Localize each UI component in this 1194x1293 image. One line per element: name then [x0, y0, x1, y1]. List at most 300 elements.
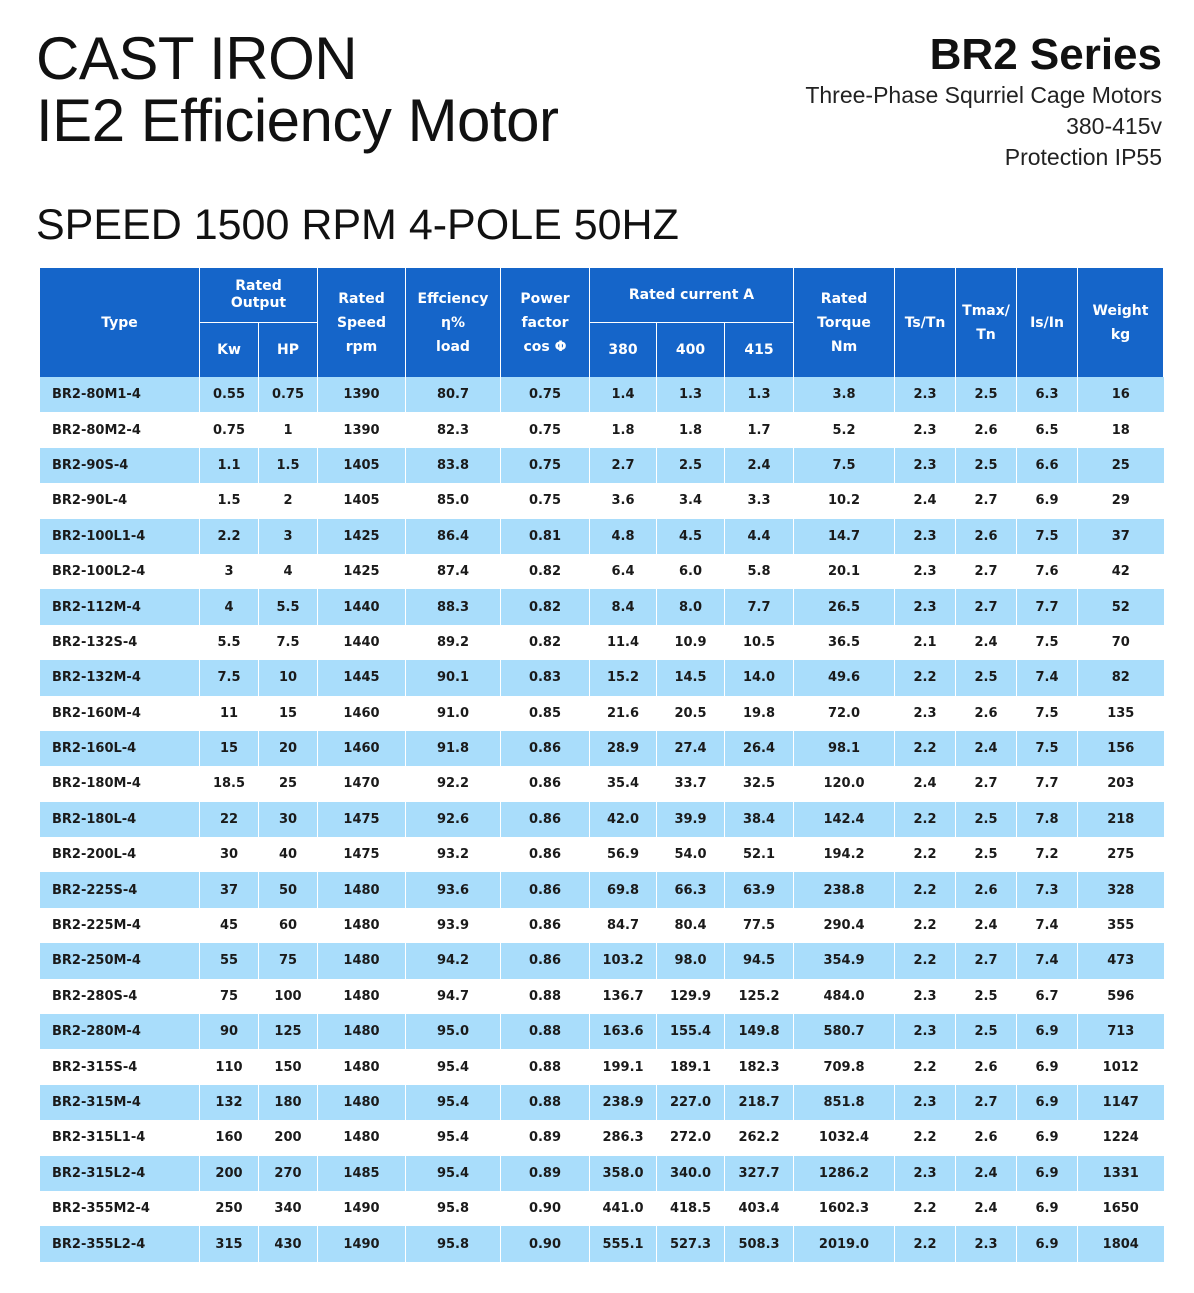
- cell-power-factor: 0.82: [501, 625, 590, 660]
- header-current-415: 415: [725, 323, 794, 378]
- cell-weight: 156: [1078, 731, 1164, 766]
- cell-type: BR2-355M2-4: [40, 1191, 200, 1226]
- cell-torque: 2019.0: [794, 1226, 895, 1261]
- cell-power-factor: 0.88: [501, 1014, 590, 1049]
- cell-current-380: 1.8: [590, 412, 657, 447]
- header-ts-tn: Ts/Tn: [895, 268, 956, 377]
- cell-type: BR2-90S-4: [40, 448, 200, 483]
- cell-is-in: 7.6: [1017, 554, 1078, 589]
- table-row: [40, 979, 1164, 1014]
- cell-kw: 0.55: [200, 377, 259, 412]
- cell-hp: 150: [259, 1049, 318, 1084]
- header-current-380: 380: [590, 323, 657, 378]
- cell-tmax-tn: 2.6: [956, 412, 1017, 447]
- cell-current-400: 54.0: [657, 837, 725, 872]
- cell-type: BR2-315S-4: [40, 1049, 200, 1084]
- header-weight-l2: kg: [1110, 326, 1131, 343]
- cell-is-in: 6.9: [1017, 1085, 1078, 1120]
- table-row: [40, 766, 1164, 801]
- cell-power-factor: 0.88: [501, 1049, 590, 1084]
- cell-weight: 42: [1078, 554, 1164, 589]
- cell-current-415: 94.5: [725, 943, 794, 978]
- cell-hp: 340: [259, 1191, 318, 1226]
- cell-power-factor: 0.86: [501, 766, 590, 801]
- header-weight-l1: Weight: [1092, 302, 1149, 319]
- cell-current-400: 27.4: [657, 731, 725, 766]
- cell-ts-tn: 2.3: [895, 377, 956, 412]
- cell-ts-tn: 2.2: [895, 1191, 956, 1226]
- cell-hp: 75: [259, 943, 318, 978]
- cell-efficiency: 95.8: [406, 1191, 501, 1226]
- cell-current-415: 1.7: [725, 412, 794, 447]
- cell-efficiency: 94.7: [406, 979, 501, 1014]
- cell-current-415: 262.2: [725, 1120, 794, 1155]
- cell-tmax-tn: 2.5: [956, 377, 1017, 412]
- cell-weight: 37: [1078, 519, 1164, 554]
- cell-current-380: 69.8: [590, 872, 657, 907]
- cell-kw: 2.2: [200, 519, 259, 554]
- series-voltage: 380-415v: [1066, 113, 1162, 139]
- cell-hp: 1: [259, 412, 318, 447]
- cell-current-415: 77.5: [725, 908, 794, 943]
- cell-current-415: 63.9: [725, 872, 794, 907]
- cell-efficiency: 91.0: [406, 696, 501, 731]
- cell-current-415: 52.1: [725, 837, 794, 872]
- cell-speed: 1490: [318, 1191, 406, 1226]
- cell-kw: 315: [200, 1226, 259, 1261]
- cell-type: BR2-315M-4: [40, 1085, 200, 1120]
- cell-ts-tn: 2.3: [895, 448, 956, 483]
- cell-current-380: 15.2: [590, 660, 657, 695]
- cell-tmax-tn: 2.3: [956, 1226, 1017, 1261]
- header-rated-output-l2: Output: [230, 295, 287, 311]
- cell-tmax-tn: 2.5: [956, 802, 1017, 837]
- cell-weight: 1147: [1078, 1085, 1164, 1120]
- cell-current-380: 21.6: [590, 696, 657, 731]
- table-row: [40, 943, 1164, 978]
- table-row: [40, 1014, 1164, 1049]
- cell-is-in: 7.8: [1017, 802, 1078, 837]
- table-row: [40, 696, 1164, 731]
- cell-weight: 275: [1078, 837, 1164, 872]
- cell-power-factor: 0.75: [501, 412, 590, 447]
- cell-hp: 25: [259, 766, 318, 801]
- cell-torque: 709.8: [794, 1049, 895, 1084]
- cell-current-400: 4.5: [657, 519, 725, 554]
- cell-torque: 36.5: [794, 625, 895, 660]
- cell-torque: 5.2: [794, 412, 895, 447]
- cell-power-factor: 0.86: [501, 908, 590, 943]
- cell-efficiency: 83.8: [406, 448, 501, 483]
- page-title: [36, 25, 559, 154]
- header-speed-l1: Rated: [338, 290, 385, 307]
- table-row: [40, 377, 1164, 412]
- cell-type: BR2-100L2-4: [40, 554, 200, 589]
- cell-current-380: 555.1: [590, 1226, 657, 1261]
- cell-current-380: 35.4: [590, 766, 657, 801]
- series-protection: Protection IP55: [1004, 144, 1162, 170]
- table-row: [40, 554, 1164, 589]
- cell-current-380: 1.4: [590, 377, 657, 412]
- cell-tmax-tn: 2.5: [956, 979, 1017, 1014]
- cell-is-in: 7.7: [1017, 589, 1078, 624]
- cell-torque: 1602.3: [794, 1191, 895, 1226]
- cell-tmax-tn: 2.4: [956, 1156, 1017, 1191]
- cell-ts-tn: 2.2: [895, 1049, 956, 1084]
- cell-efficiency: 90.1: [406, 660, 501, 695]
- table-row: [40, 1156, 1164, 1191]
- cell-kw: 7.5: [200, 660, 259, 695]
- table-body: [40, 377, 1164, 1262]
- cell-weight: 1331: [1078, 1156, 1164, 1191]
- cell-weight: 18: [1078, 412, 1164, 447]
- cell-kw: 45: [200, 908, 259, 943]
- header-efficiency-l1: Effciency: [417, 290, 489, 307]
- cell-tmax-tn: 2.6: [956, 872, 1017, 907]
- cell-ts-tn: 2.2: [895, 908, 956, 943]
- cell-tmax-tn: 2.4: [956, 625, 1017, 660]
- header-speed-l3: rpm: [345, 338, 378, 355]
- cell-torque: 290.4: [794, 908, 895, 943]
- cell-current-400: 2.5: [657, 448, 725, 483]
- cell-hp: 30: [259, 802, 318, 837]
- cell-speed: 1405: [318, 483, 406, 518]
- table-row: [40, 908, 1164, 943]
- header-rated-output: [200, 268, 318, 323]
- cell-type: BR2-160L-4: [40, 731, 200, 766]
- cell-ts-tn: 2.3: [895, 589, 956, 624]
- cell-is-in: 6.7: [1017, 979, 1078, 1014]
- cell-type: BR2-160M-4: [40, 696, 200, 731]
- cell-tmax-tn: 2.5: [956, 1014, 1017, 1049]
- cell-kw: 160: [200, 1120, 259, 1155]
- cell-is-in: 6.9: [1017, 1120, 1078, 1155]
- header-is-in: Is/In: [1017, 268, 1078, 377]
- cell-tmax-tn: 2.7: [956, 483, 1017, 518]
- cell-speed: 1425: [318, 554, 406, 589]
- cell-speed: 1390: [318, 412, 406, 447]
- cell-current-380: 6.4: [590, 554, 657, 589]
- header-rated-current: Rated current A: [590, 268, 794, 323]
- cell-tmax-tn: 2.4: [956, 908, 1017, 943]
- table-row: [40, 1226, 1164, 1261]
- cell-current-380: 8.4: [590, 589, 657, 624]
- cell-current-415: 38.4: [725, 802, 794, 837]
- cell-current-380: 136.7: [590, 979, 657, 1014]
- cell-efficiency: 93.6: [406, 872, 501, 907]
- cell-type: BR2-250M-4: [40, 943, 200, 978]
- header-weight: [1078, 268, 1164, 377]
- cell-kw: 37: [200, 872, 259, 907]
- cell-efficiency: 95.4: [406, 1156, 501, 1191]
- cell-torque: 484.0: [794, 979, 895, 1014]
- cell-weight: 1224: [1078, 1120, 1164, 1155]
- cell-type: BR2-100L1-4: [40, 519, 200, 554]
- cell-current-415: 26.4: [725, 731, 794, 766]
- cell-kw: 90: [200, 1014, 259, 1049]
- cell-current-380: 3.6: [590, 483, 657, 518]
- cell-speed: 1445: [318, 660, 406, 695]
- cell-current-415: 149.8: [725, 1014, 794, 1049]
- cell-is-in: 6.5: [1017, 412, 1078, 447]
- cell-ts-tn: 2.3: [895, 696, 956, 731]
- cell-kw: 3: [200, 554, 259, 589]
- cell-hp: 40: [259, 837, 318, 872]
- cell-hp: 180: [259, 1085, 318, 1120]
- cell-torque: 72.0: [794, 696, 895, 731]
- cell-current-400: 39.9: [657, 802, 725, 837]
- cell-current-400: 1.3: [657, 377, 725, 412]
- cell-power-factor: 0.88: [501, 1085, 590, 1120]
- cell-current-400: 14.5: [657, 660, 725, 695]
- cell-current-400: 1.8: [657, 412, 725, 447]
- spec-table: [39, 268, 1164, 1262]
- cell-hp: 10: [259, 660, 318, 695]
- cell-hp: 3: [259, 519, 318, 554]
- cell-type: BR2-180M-4: [40, 766, 200, 801]
- cell-ts-tn: 2.3: [895, 554, 956, 589]
- header-hp: HP: [259, 323, 318, 378]
- table-row: [40, 1049, 1164, 1084]
- cell-ts-tn: 2.3: [895, 1156, 956, 1191]
- header-torque-l3: Nm: [830, 338, 858, 355]
- cell-ts-tn: 2.2: [895, 943, 956, 978]
- cell-torque: 120.0: [794, 766, 895, 801]
- cell-efficiency: 94.2: [406, 943, 501, 978]
- cell-is-in: 6.9: [1017, 1226, 1078, 1261]
- cell-weight: 203: [1078, 766, 1164, 801]
- cell-torque: 98.1: [794, 731, 895, 766]
- cell-tmax-tn: 2.7: [956, 1085, 1017, 1120]
- cell-speed: 1485: [318, 1156, 406, 1191]
- cell-weight: 355: [1078, 908, 1164, 943]
- cell-hp: 0.75: [259, 377, 318, 412]
- cell-tmax-tn: 2.5: [956, 837, 1017, 872]
- cell-efficiency: 95.0: [406, 1014, 501, 1049]
- header-power-factor-l3: cos Φ: [523, 338, 567, 355]
- cell-type: BR2-80M2-4: [40, 412, 200, 447]
- cell-weight: 218: [1078, 802, 1164, 837]
- cell-weight: 1804: [1078, 1226, 1164, 1261]
- cell-current-400: 227.0: [657, 1085, 725, 1120]
- cell-weight: 1012: [1078, 1049, 1164, 1084]
- cell-efficiency: 85.0: [406, 483, 501, 518]
- cell-torque: 1286.2: [794, 1156, 895, 1191]
- cell-tmax-tn: 2.4: [956, 1191, 1017, 1226]
- cell-ts-tn: 2.3: [895, 1085, 956, 1120]
- cell-weight: 328: [1078, 872, 1164, 907]
- cell-ts-tn: 2.2: [895, 660, 956, 695]
- cell-torque: 10.2: [794, 483, 895, 518]
- cell-power-factor: 0.83: [501, 660, 590, 695]
- cell-is-in: 6.9: [1017, 1156, 1078, 1191]
- cell-ts-tn: 2.3: [895, 412, 956, 447]
- cell-tmax-tn: 2.6: [956, 696, 1017, 731]
- cell-current-400: 20.5: [657, 696, 725, 731]
- cell-power-factor: 0.75: [501, 377, 590, 412]
- cell-kw: 55: [200, 943, 259, 978]
- cell-is-in: 6.9: [1017, 1014, 1078, 1049]
- header-efficiency: [406, 268, 501, 377]
- cell-kw: 5.5: [200, 625, 259, 660]
- cell-power-factor: 0.86: [501, 837, 590, 872]
- cell-torque: 14.7: [794, 519, 895, 554]
- cell-speed: 1480: [318, 1014, 406, 1049]
- cell-is-in: 6.6: [1017, 448, 1078, 483]
- cell-current-400: 129.9: [657, 979, 725, 1014]
- cell-kw: 132: [200, 1085, 259, 1120]
- cell-torque: 49.6: [794, 660, 895, 695]
- series-subtitle: Three-Phase Squrriel Cage Motors: [805, 82, 1162, 108]
- table-row: [40, 872, 1164, 907]
- cell-tmax-tn: 2.6: [956, 1120, 1017, 1155]
- header-kw: Kw: [200, 323, 259, 378]
- cell-hp: 50: [259, 872, 318, 907]
- cell-type: BR2-80M1-4: [40, 377, 200, 412]
- cell-kw: 15: [200, 731, 259, 766]
- cell-weight: 29: [1078, 483, 1164, 518]
- cell-speed: 1460: [318, 696, 406, 731]
- cell-efficiency: 80.7: [406, 377, 501, 412]
- cell-type: BR2-200L-4: [40, 837, 200, 872]
- cell-current-415: 403.4: [725, 1191, 794, 1226]
- header-tmax-tn-l2: Tn: [976, 326, 996, 343]
- header-rated-output-l1: Rated: [235, 278, 282, 294]
- cell-tmax-tn: 2.7: [956, 943, 1017, 978]
- header-type: Type: [40, 268, 200, 377]
- header-speed: [318, 268, 406, 377]
- cell-ts-tn: 2.1: [895, 625, 956, 660]
- cell-current-415: 508.3: [725, 1226, 794, 1261]
- cell-kw: 18.5: [200, 766, 259, 801]
- cell-current-400: 8.0: [657, 589, 725, 624]
- cell-is-in: 6.9: [1017, 1191, 1078, 1226]
- cell-ts-tn: 2.2: [895, 1120, 956, 1155]
- cell-type: BR2-112M-4: [40, 589, 200, 624]
- header-power-factor: [501, 268, 590, 377]
- cell-current-400: 98.0: [657, 943, 725, 978]
- cell-tmax-tn: 2.7: [956, 589, 1017, 624]
- title-line-1: CAST IRON: [36, 25, 358, 92]
- cell-hp: 60: [259, 908, 318, 943]
- cell-ts-tn: 2.2: [895, 872, 956, 907]
- cell-power-factor: 0.90: [501, 1226, 590, 1261]
- cell-current-400: 418.5: [657, 1191, 725, 1226]
- cell-kw: 22: [200, 802, 259, 837]
- cell-efficiency: 95.4: [406, 1049, 501, 1084]
- title-line-2: IE2 Efficiency Motor: [36, 87, 559, 154]
- cell-is-in: 7.5: [1017, 625, 1078, 660]
- cell-current-400: 66.3: [657, 872, 725, 907]
- cell-current-415: 5.8: [725, 554, 794, 589]
- cell-power-factor: 0.88: [501, 979, 590, 1014]
- table-row: [40, 519, 1164, 554]
- cell-current-400: 340.0: [657, 1156, 725, 1191]
- cell-is-in: 7.4: [1017, 943, 1078, 978]
- cell-current-415: 182.3: [725, 1049, 794, 1084]
- cell-power-factor: 0.90: [501, 1191, 590, 1226]
- cell-power-factor: 0.89: [501, 1156, 590, 1191]
- cell-speed: 1480: [318, 943, 406, 978]
- table-row: [40, 1120, 1164, 1155]
- cell-ts-tn: 2.2: [895, 731, 956, 766]
- cell-tmax-tn: 2.6: [956, 1049, 1017, 1084]
- cell-torque: 194.2: [794, 837, 895, 872]
- cell-speed: 1440: [318, 625, 406, 660]
- cell-speed: 1475: [318, 802, 406, 837]
- cell-efficiency: 87.4: [406, 554, 501, 589]
- cell-type: BR2-355L2-4: [40, 1226, 200, 1261]
- cell-efficiency: 88.3: [406, 589, 501, 624]
- table-row: [40, 837, 1164, 872]
- cell-ts-tn: 2.4: [895, 766, 956, 801]
- cell-current-380: 286.3: [590, 1120, 657, 1155]
- cell-efficiency: 82.3: [406, 412, 501, 447]
- header-power-factor-l1: Power: [520, 290, 570, 307]
- cell-tmax-tn: 2.7: [956, 766, 1017, 801]
- cell-weight: 713: [1078, 1014, 1164, 1049]
- cell-current-380: 103.2: [590, 943, 657, 978]
- cell-speed: 1460: [318, 731, 406, 766]
- cell-torque: 7.5: [794, 448, 895, 483]
- cell-power-factor: 0.89: [501, 1120, 590, 1155]
- cell-hp: 20: [259, 731, 318, 766]
- cell-current-400: 272.0: [657, 1120, 725, 1155]
- cell-tmax-tn: 2.7: [956, 554, 1017, 589]
- cell-is-in: 6.9: [1017, 483, 1078, 518]
- cell-kw: 0.75: [200, 412, 259, 447]
- cell-current-415: 327.7: [725, 1156, 794, 1191]
- cell-speed: 1440: [318, 589, 406, 624]
- cell-torque: 851.8: [794, 1085, 895, 1120]
- cell-is-in: 7.4: [1017, 908, 1078, 943]
- cell-weight: 52: [1078, 589, 1164, 624]
- cell-current-400: 33.7: [657, 766, 725, 801]
- cell-type: BR2-90L-4: [40, 483, 200, 518]
- cell-current-415: 19.8: [725, 696, 794, 731]
- cell-power-factor: 0.86: [501, 943, 590, 978]
- cell-weight: 25: [1078, 448, 1164, 483]
- cell-current-415: 7.7: [725, 589, 794, 624]
- cell-current-380: 2.7: [590, 448, 657, 483]
- cell-current-415: 2.4: [725, 448, 794, 483]
- cell-hp: 7.5: [259, 625, 318, 660]
- table-row: [40, 802, 1164, 837]
- cell-efficiency: 95.8: [406, 1226, 501, 1261]
- cell-type: BR2-280S-4: [40, 979, 200, 1014]
- cell-is-in: 6.9: [1017, 1049, 1078, 1084]
- cell-power-factor: 0.86: [501, 802, 590, 837]
- cell-efficiency: 89.2: [406, 625, 501, 660]
- cell-ts-tn: 2.3: [895, 519, 956, 554]
- cell-current-380: 199.1: [590, 1049, 657, 1084]
- header-torque-l2: Torque: [817, 314, 871, 331]
- cell-type: BR2-315L1-4: [40, 1120, 200, 1155]
- header-tmax-tn: [956, 268, 1017, 377]
- cell-speed: 1480: [318, 1085, 406, 1120]
- table-row: [40, 731, 1164, 766]
- cell-tmax-tn: 2.6: [956, 519, 1017, 554]
- cell-ts-tn: 2.3: [895, 979, 956, 1014]
- cell-current-380: 84.7: [590, 908, 657, 943]
- cell-kw: 11: [200, 696, 259, 731]
- cell-current-400: 3.4: [657, 483, 725, 518]
- cell-current-415: 125.2: [725, 979, 794, 1014]
- cell-tmax-tn: 2.5: [956, 448, 1017, 483]
- cell-current-380: 163.6: [590, 1014, 657, 1049]
- cell-current-400: 6.0: [657, 554, 725, 589]
- cell-efficiency: 91.8: [406, 731, 501, 766]
